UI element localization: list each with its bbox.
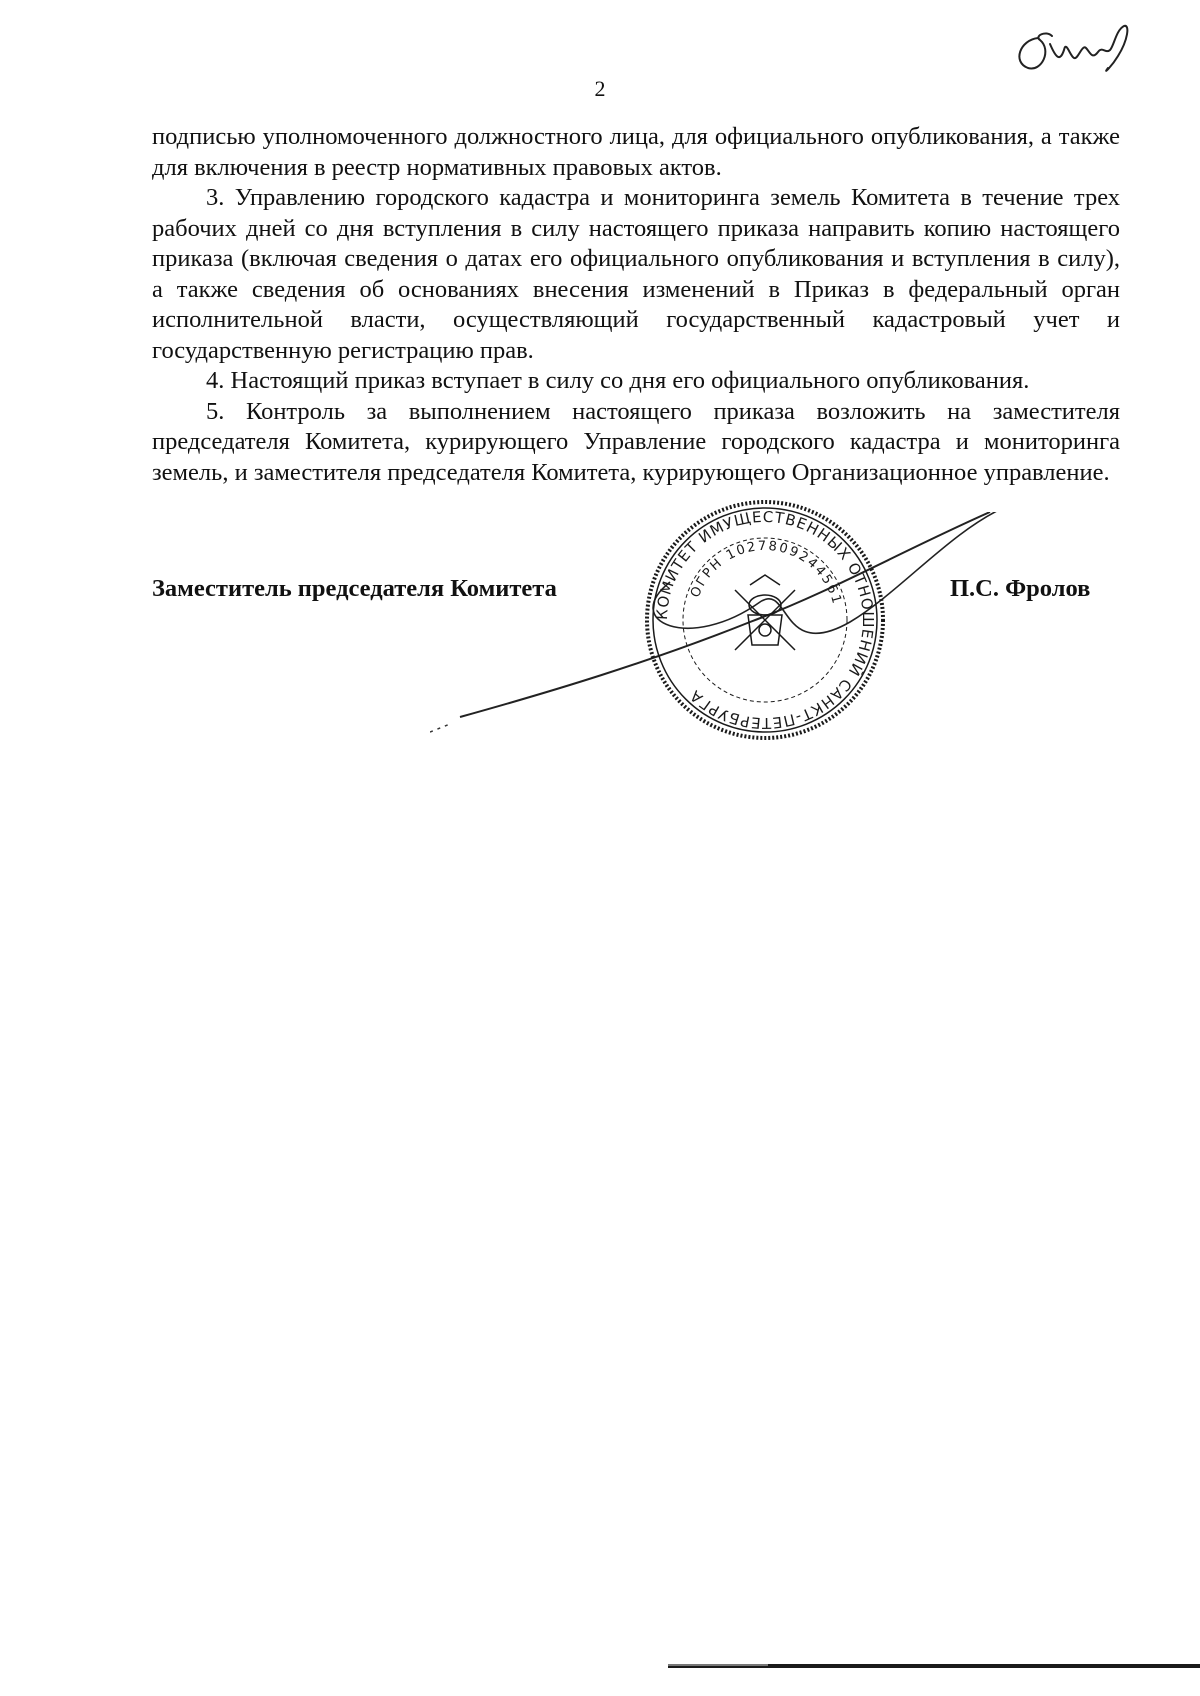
paragraph-item-3: 3. Управлению городского кадастра и мониторинга земель Комитета в течение трех рабочих дней со дня вступления в силу настоящего приказа направить копию настоящего приказа (включая сведения о датах его официального опубликования и вступления в силу), а также сведения об основаниях внесения изменений в Приказ в федеральный орган исполнительной власти, осуществляющий государственный кадастровый учет и государственную регистрацию прав. bbox=[152, 184, 1120, 364]
official-seal bbox=[640, 495, 890, 745]
paragraph-item-5: 5. Контроль за выполнением настоящего приказа возложить на заместителя председателя Комитета, курирующего Управление городского кадастра и мониторинга земель, и заместителя председателя Комитета, курирующего Организационное управление. bbox=[152, 397, 1120, 486]
svg-text:ОГРН 1027809244561 bbox=[688, 539, 844, 607]
seal-emblem bbox=[735, 575, 795, 650]
seal-outer-text: КОМИТЕТ ИМУЩЕСТВЕННЫХ ОТНОШЕНИЙ САНКТ-ПЕТЕРБУРГА bbox=[652, 507, 878, 733]
paragraph-continuation: подписью уполномоченного должностного лица, для официального опубликования, а также для включения в реестр нормативных правовых актов. bbox=[152, 123, 1120, 181]
page-number: 2 bbox=[594, 76, 606, 101]
handwritten-initials bbox=[990, 10, 1160, 90]
seal-inner-text: ОГРН 1027809244561 bbox=[688, 538, 845, 608]
paragraph-item-4: 4. Настоящий приказ вступает в силу со дня его официального опубликования. bbox=[206, 367, 1030, 394]
signatory-title: Заместитель председателя Комитета bbox=[152, 575, 557, 602]
bottom-rule-faint bbox=[668, 1664, 768, 1666]
signatory-name: П.С. Фролов bbox=[950, 575, 1091, 602]
document-body bbox=[152, 122, 1120, 488]
